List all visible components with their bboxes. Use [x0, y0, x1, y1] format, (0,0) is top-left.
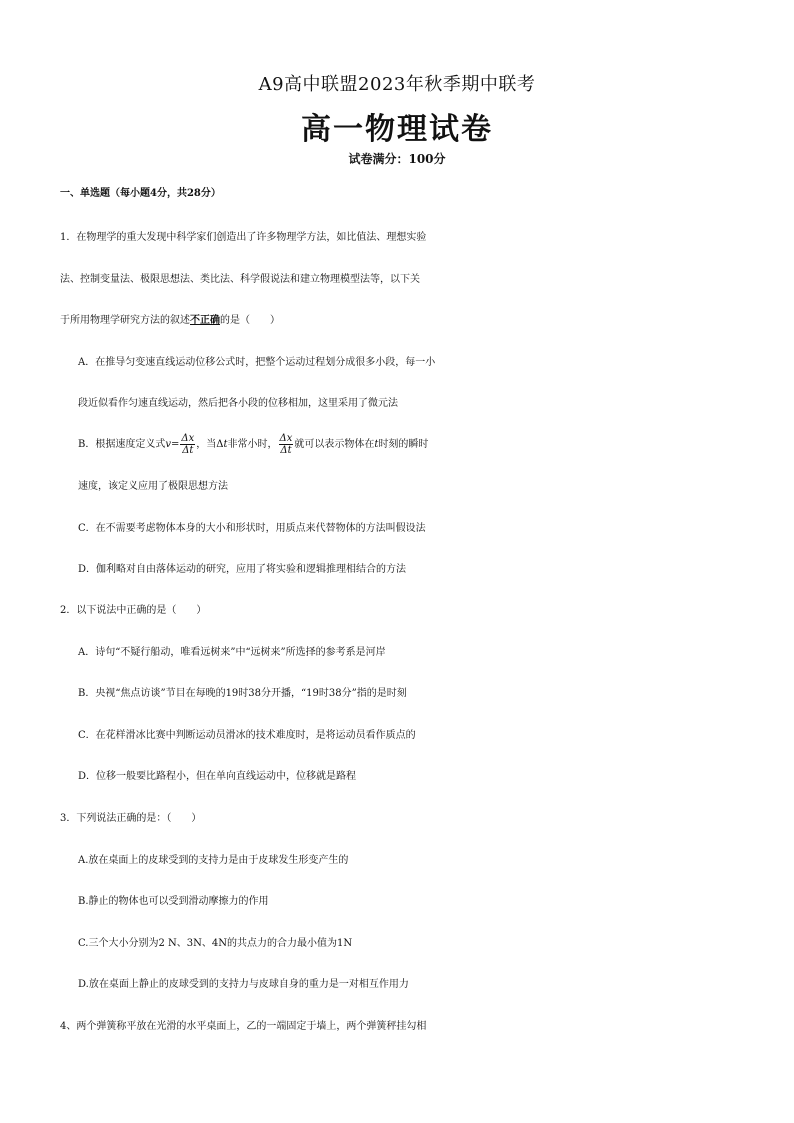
page-title: 高一物理试卷 — [301, 112, 493, 147]
exam-name: A9高中联盟2023年秋季期中联考 — [258, 74, 536, 95]
q2-option-c: C．在花样滑冰比赛中判断运动员滑冰的技术难度时，是将运动员看作质点的 — [78, 730, 416, 741]
fraction-2-num: Δx — [279, 433, 293, 444]
q1-option-b-line1 — [78, 433, 794, 456]
q1-b-post: 就可以表示物体在 — [294, 439, 375, 450]
q2-option-a: A．诗句“不疑行船动，唯看远树来”中“远树来”所选择的参考系是河岸 — [78, 647, 386, 658]
q1-emphasis: 不正确 — [190, 315, 220, 326]
q2-option-d: D．位移一般要比路程小，但在单向直线运动中，位移就是路程 — [78, 771, 357, 782]
q3-option-b: B.静止的物体也可以受到滑动摩擦力的作用 — [78, 896, 269, 907]
q3-option-a: A.放在桌面上的皮球受到的支持力是由于皮球发生形变产生的 — [78, 855, 349, 866]
q1-option-b-line2: 速度，该定义应用了极限思想方法 — [78, 481, 228, 492]
q1-b-pre: B．根据速度定义式 — [78, 439, 166, 450]
q1-option-d: D．伽利略对自由落体运动的研究，应用了将实验和逻辑推理相结合的方法 — [78, 564, 407, 575]
q1-b-v: v= — [165, 439, 180, 450]
q3-option-d: D.放在桌面上静止的皮球受到的支持力与皮球自身的重力是一对相互作用力 — [78, 979, 409, 990]
section-heading: 一、单选题（每小题4分，共28分） — [60, 188, 221, 199]
q1-b-t: t — [223, 439, 228, 450]
q1-option-c: C．在不需要考虑物体本身的大小和形状时，用质点来代替物体的方法叫假设法 — [78, 523, 426, 534]
q1-line1: 1．在物理学的重大发现中科学家们创造出了许多物理学方法，如比值法、理想实验 — [60, 232, 427, 243]
q1-b-mid: ，当Δ — [196, 439, 224, 450]
q2-stem: 2．以下说法中正确的是（ ） — [60, 605, 207, 616]
fraction-1 — [180, 433, 195, 456]
q3-stem: 3．下列说法正确的是：（ ） — [60, 813, 202, 824]
q4-stem: 4、两个弹簧称平放在光滑的水平桌面上，乙的一端固定于墙上，两个弹簧秤挂勾相 — [60, 1021, 427, 1032]
fraction-2 — [279, 433, 294, 456]
q1-line3 — [60, 311, 794, 326]
q1-option-a-line2: 段近似看作匀速直线运动，然后把各小段的位移相加，这里采用了微元法 — [78, 398, 398, 409]
fraction-1-den: Δt — [182, 445, 194, 456]
q3-option-c: C.三个大小分别为2 N、3N、4N的共点力的合力最小值为1N — [78, 938, 353, 949]
q1-line3-pre: 于所用物理学研究方法的叙述 — [60, 315, 190, 326]
q1-b-t2: t — [374, 439, 379, 450]
fraction-1-num: Δx — [181, 433, 195, 444]
q1-line2: 法、控制变量法、极限思想法、类比法、科学假说法和建立物理模型法等，以下关 — [60, 274, 420, 285]
fraction-2-den: Δt — [280, 445, 292, 456]
q2-option-b: B．央视“焦点访谈”节目在每晚的19时38分开播，“19时38分”指的是时刻 — [78, 688, 407, 699]
q1-b-end: 时刻的瞬时 — [378, 439, 429, 450]
q1-b-mid2: 非常小时， — [227, 439, 278, 450]
q1-option-a-line1: A．在推导匀变速直线运动位移公式时，把整个运动过程划分成很多小段，每一小 — [78, 357, 436, 368]
score-note: 试卷满分：100分 — [348, 152, 446, 166]
q1-line3-post: 的是（ ） — [220, 315, 280, 326]
